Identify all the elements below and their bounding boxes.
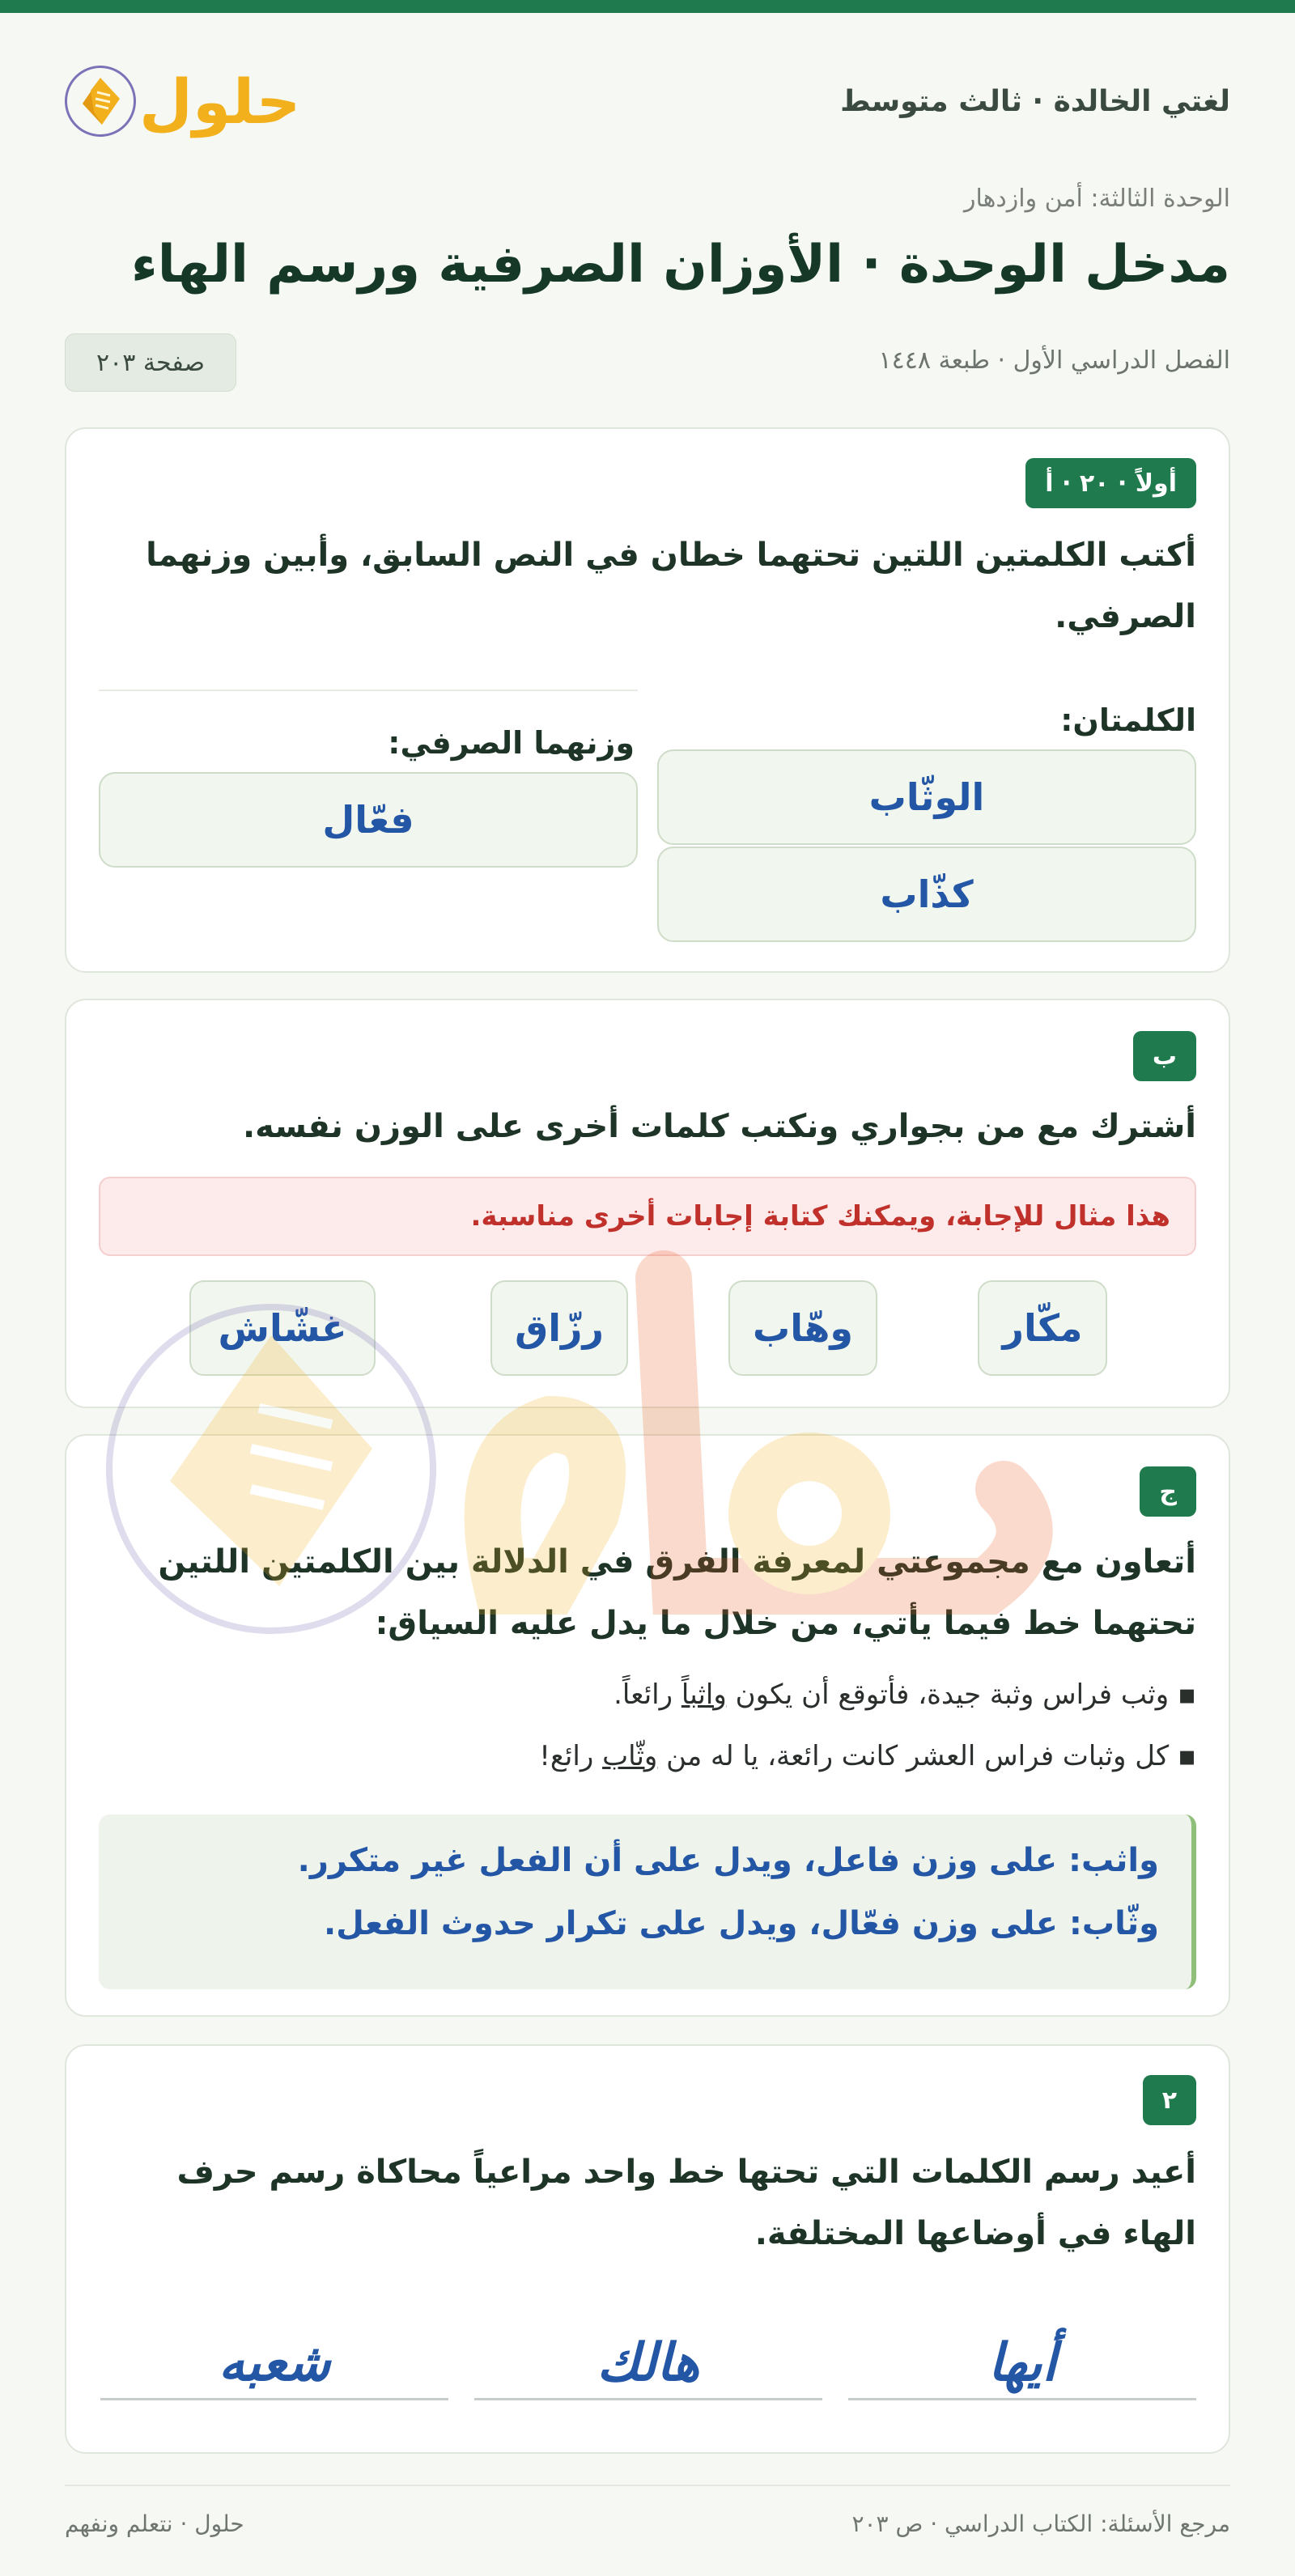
question-tag: ج xyxy=(1140,1466,1196,1517)
sentence-text: وثب فراس وثبة جيدة، فأتوقع أن يكون xyxy=(726,1678,1170,1711)
site-name: لغتي الخالدة · ثالث متوسط xyxy=(840,84,1230,118)
answer-line: واثب: على وزن فاعل، ويدل على أن الفعل غير متكرر. xyxy=(297,1842,1159,1879)
question-card-b xyxy=(65,999,1230,1408)
answer-line: وثّاب: على وزن فعّال، ويدل على تكرار حدوث الفعل. xyxy=(323,1905,1159,1942)
underlined-word: وثّاب xyxy=(602,1740,658,1772)
unit-label: الوحدة الثالثة: أمن وازدهار xyxy=(963,185,1230,213)
question-card-a xyxy=(65,427,1230,973)
answer-chip: وهّاب xyxy=(728,1280,877,1376)
page-header xyxy=(65,57,1230,146)
handwritten-word: شعبه xyxy=(100,2319,448,2400)
question-tag: ب xyxy=(1133,1031,1196,1081)
sentence-text: رائع! xyxy=(539,1740,603,1772)
footer-reference: مرجع الأسئلة: الكتاب الدراسي · ص ٢٠٣ xyxy=(851,2510,1230,2537)
answer-chip: رزّاق xyxy=(490,1280,628,1376)
question-text: أعيد رسم الكلمات التي تحتها خط واحد مراعياً محاكاة رسم حرف الهاء في أوضاعها المختلفة. xyxy=(176,2154,1196,2252)
question-text: أشترك مع من بجواري ونكتب كلمات أخرى على الوزن نفسه. xyxy=(242,1108,1196,1145)
logo-text: حلول xyxy=(139,65,301,138)
question-text: أكتب الكلمتين اللتين تحتهما خطان في النص السابق، وأبين وزنهما الصرفي. xyxy=(146,537,1196,635)
answer-word-1: الوثّاب xyxy=(657,749,1196,845)
footer-divider xyxy=(65,2485,1230,2486)
answer-word-2: كذّاب xyxy=(657,847,1196,942)
page-number-badge: صفحة ٢٠٣ xyxy=(65,333,236,392)
question-tag: أولاً · ٢٠ · أ xyxy=(1025,458,1196,508)
divider xyxy=(99,690,638,691)
top-accent-bar xyxy=(0,0,1295,13)
handwritten-word: هالك xyxy=(474,2319,822,2400)
answer-panel xyxy=(99,1814,1196,1989)
question-tag: ٢ xyxy=(1143,2075,1196,2125)
semester-label: الفصل الدراسي الأول · طبعة ١٤٤٨ xyxy=(878,346,1230,375)
bullet-icon: ▪ xyxy=(1177,1678,1196,1711)
footer-slogan: حلول · نتعلم ونفهم xyxy=(65,2510,244,2537)
answer-chip: غشّاش xyxy=(189,1280,376,1376)
question-text: أتعاون مع مجموعتي لمعرفة الفرق في الدلالة بين الكلمتين اللتين تحتهما خط فيما يأتي، من خلال ما يدل عليه السياق: xyxy=(158,1543,1196,1642)
note-alert: هذا مثال للإجابة، ويمكنك كتابة إجابات أخرى مناسبة. xyxy=(99,1177,1196,1256)
question-card-c xyxy=(65,1434,1230,2017)
page-title: مدخل الوحدة · الأوزان الصرفية ورسم الهاء xyxy=(131,235,1230,295)
logo[interactable] xyxy=(65,66,300,138)
weight-label: وزنهما الصرفي: xyxy=(388,725,635,761)
underlined-word: واثباً xyxy=(681,1678,727,1711)
words-label: الكلمتان: xyxy=(1060,702,1196,738)
question-card-2 xyxy=(65,2044,1230,2454)
book-icon xyxy=(65,66,136,137)
answer-weight: فعّال xyxy=(99,772,638,868)
sentence-item xyxy=(614,1678,1196,1711)
bullet-icon: ▪ xyxy=(1177,1740,1196,1772)
sentence-item xyxy=(539,1740,1196,1772)
handwritten-word: أيها xyxy=(848,2319,1196,2400)
sentence-text: رائعاً. xyxy=(614,1678,681,1711)
answer-chip: مكّار xyxy=(978,1280,1107,1376)
sentence-text: كل وثبات فراس العشر كانت رائعة، يا له من xyxy=(657,1740,1170,1772)
